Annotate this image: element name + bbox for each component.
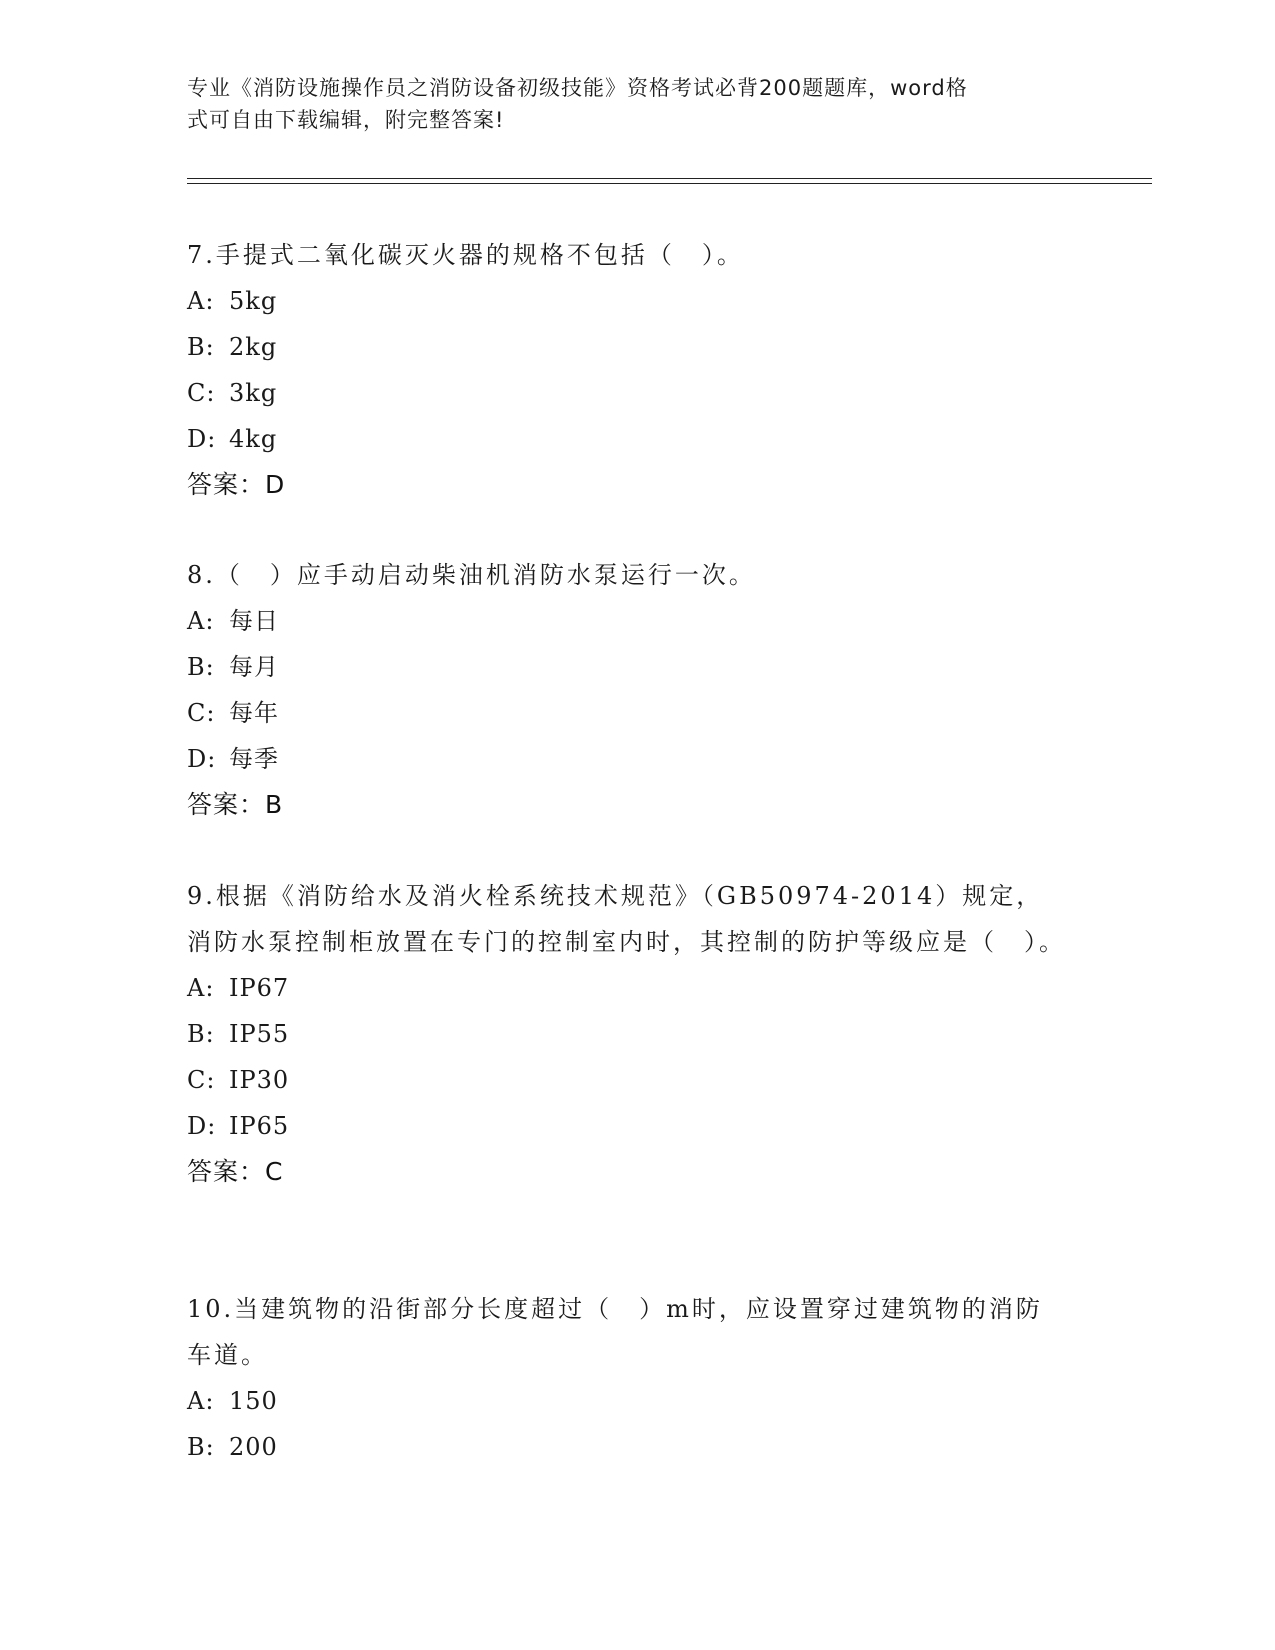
question-stem: 7.手提式二氧化碳灭火器的规格不包括（ ）。 [187, 241, 744, 269]
option-letter: A: [187, 974, 215, 1002]
option-b [187, 1011, 1067, 1057]
option-letter: A: [187, 287, 215, 315]
option-a [187, 965, 1067, 1011]
header-line-2: 式可自由下载编辑，附完整答案! [187, 108, 505, 132]
option-a [187, 278, 1067, 324]
answer-line: 答案：D [187, 470, 286, 499]
question-8 [187, 552, 1067, 828]
option-text: 每月 [229, 653, 279, 681]
option-letter: B: [187, 1433, 215, 1461]
option-c [187, 1057, 1067, 1103]
question-stem: 8.（ ）应手动启动柴油机消防水泵运行一次。 [187, 561, 756, 589]
question-7 [187, 232, 1067, 508]
question-9 [187, 873, 1067, 1195]
option-letter: A: [187, 1387, 215, 1415]
option-text: IP65 [229, 1112, 290, 1140]
option-c [187, 690, 1067, 736]
option-letter: C: [187, 379, 216, 407]
option-a [187, 1378, 1067, 1424]
option-text: 3kg [229, 379, 278, 407]
option-letter: D: [187, 745, 217, 773]
option-text: 200 [229, 1433, 278, 1461]
option-d [187, 1103, 1067, 1149]
option-text: 每季 [229, 745, 279, 773]
option-b [187, 1424, 1067, 1470]
question-10 [187, 1286, 1067, 1470]
option-text: 每日 [229, 607, 279, 635]
header-divider-top [187, 178, 1152, 179]
option-b [187, 324, 1067, 370]
question-stem: 10.当建筑物的沿街部分长度超过（ ）m时，应设置穿过建筑物的消防车道。 [187, 1295, 1043, 1369]
option-text: IP67 [229, 974, 290, 1002]
option-text: 2kg [229, 333, 278, 361]
header-divider-bottom [187, 183, 1152, 184]
option-d [187, 736, 1067, 782]
option-c [187, 370, 1067, 416]
option-text: 5kg [229, 287, 278, 315]
option-letter: B: [187, 1020, 215, 1048]
option-letter: D: [187, 1112, 217, 1140]
option-letter: A: [187, 607, 215, 635]
option-text: IP55 [229, 1020, 290, 1048]
option-letter: B: [187, 653, 215, 681]
option-a [187, 598, 1067, 644]
option-letter: D: [187, 425, 217, 453]
option-text: IP30 [229, 1066, 290, 1094]
question-stem: 9.根据《消防给水及消火栓系统技术规范》（GB50974-2014）规定，消防水泵控制柜放置在专门的控制室内时，其控制的防护等级应是（ ）。 [187, 882, 1066, 956]
option-letter: C: [187, 699, 216, 727]
answer-line: 答案：C [187, 1157, 284, 1186]
option-letter: B: [187, 333, 215, 361]
option-b [187, 644, 1067, 690]
option-text: 4kg [229, 425, 278, 453]
option-letter: C: [187, 1066, 216, 1094]
answer-line: 答案：B [187, 790, 284, 819]
option-text: 150 [229, 1387, 278, 1415]
option-d [187, 416, 1067, 462]
header-line-1: 专业《消防设施操作员之消防设备初级技能》资格考试必背200题题库，word格 [187, 76, 968, 100]
option-text: 每年 [229, 699, 279, 727]
document-header [187, 72, 1067, 136]
